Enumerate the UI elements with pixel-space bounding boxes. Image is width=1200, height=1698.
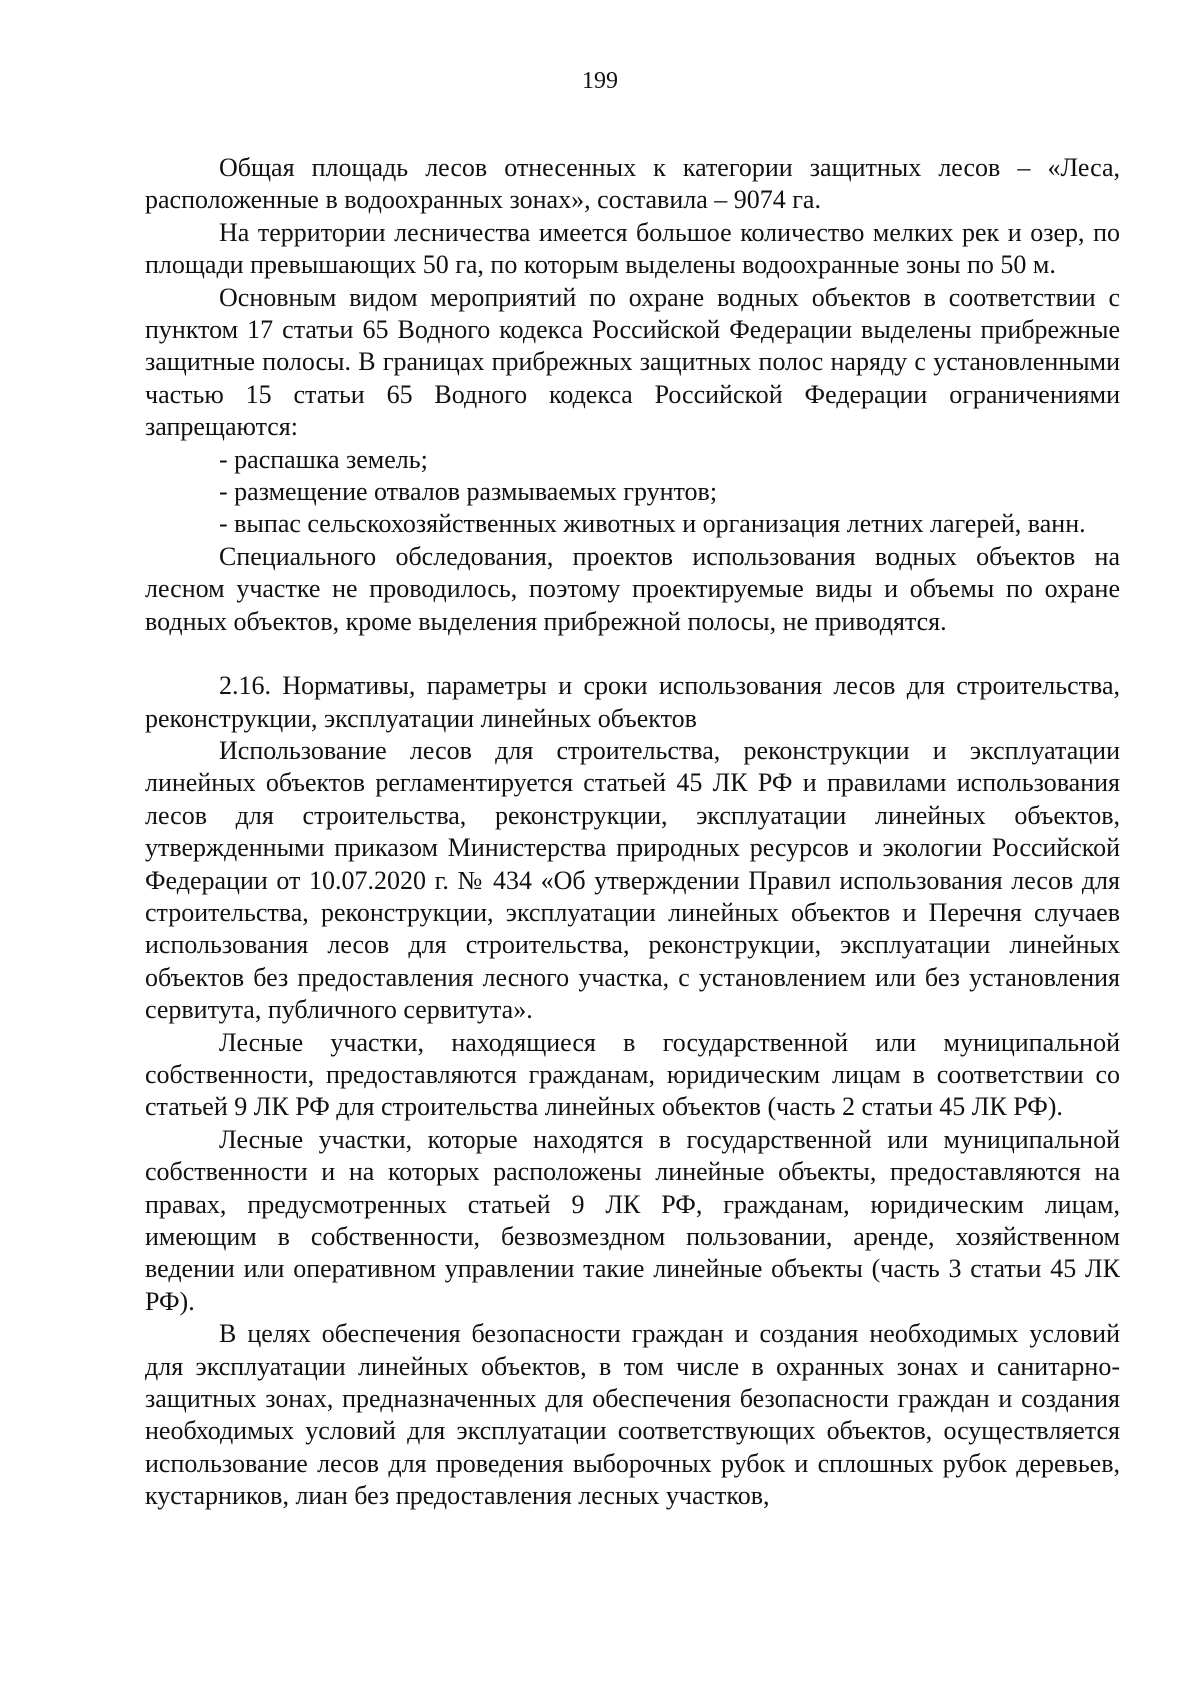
list-item-grazing: - выпас сельскохозяйственных животных и организация летних лагерей, ванн. [219,509,1086,539]
list-item-dumps: - размещение отвалов размываемых грунтов; [219,477,718,507]
list-item-plowing: - распашка земель; [219,444,428,474]
paragraph-rivers-lakes: На территории лесничества имеется большое количество мелких рек и озер, по площади превышающих 50 га, по которым выделены водоохранные зоны по 50 м. [145,217,1120,280]
document-body [145,152,1120,1513]
paragraph-protective-forest-area: Общая площадь лесов отнесенных к категории защитных лесов – «Леса, расположенные в водоохранных зонах», составила – 9074 га. [145,153,1120,215]
paragraph-forest-plots-ownership: Лесные участки, находящиеся в государственной или муниципальной собственности, предоставляются гражданам, юридическим лицам в соответствии со статьей 9 ЛК РФ для строительства линейных объектов (часть 2 статьи 45 ЛК РФ). [145,1027,1120,1122]
paragraph-forest-plots-rights: Лесные участки, которые находятся в государственной или муниципальной собственности и на которых расположены линейные объекты, предоставляются на правах, предусмотренных статьей 9 ЛК РФ, гражданам, юридическим лицам, имеющим в собственности, безвозмездном пользовании, аренде, хозяйственном ведении или оперативном управлении такие линейные объекты (часть 3 статьи 45 ЛК РФ). [145,1124,1120,1316]
paragraph-water-protection-measures: Основным видом мероприятий по охране водных объектов в соответствии с пунктом 17 статьи 65 Водного кодекса Российской Федерации выделены прибрежные защитные полосы. В границах прибрежных защитных полос наряду с установленными частью 15 статьи 65 Водного кодекса Российской Федерации ограничениями запрещаются: [145,282,1120,442]
paragraph-special-survey: Специального обследования, проектов использования водных объектов на лесном участке не проводилось, поэтому проектируемые виды и объемы по охране водных объектов, кроме выделения прибрежной полосы, не приводятся. [145,541,1120,636]
section-spacer [145,638,1120,670]
section-heading-2-16: 2.16. Нормативы, параметры и сроки использования лесов для строительства, реконструкции, эксплуатации линейных объектов [145,671,1120,733]
paragraph-linear-objects-regulation: Использование лесов для строительства, реконструкции и эксплуатации линейных объектов регламентируется статьей 45 ЛК РФ и правилами использования лесов для строительства, реконструкции, эксплуатации линейных объектов, утвержденными приказом Министерства природных ресурсов и экологии Российской Федерации от 10.07.2020 г. № 434 «Об утверждении Правил использования лесов для строительства, реконструкции, эксплуатации линейных объектов и Перечня случаев использования лесов для строительства, реконструкции, эксплуатации линейных объектов без предоставления лесного участка, с установлением или без установления сервитута, публичного сервитута». [145,735,1120,1025]
paragraph-safety-zones: В целях обеспечения безопасности граждан и создания необходимых условий для эксплуатации линейных объектов, в том числе в охранных зонах и санитарно-защитных зонах, предназначенных для обеспечения безопасности граждан и создания необходимых условий для эксплуатации соответствующих объектов, осуществляется использование лесов для проведения выборочных рубок и сплошных рубок деревьев, кустарников, лиан без предоставления лесных участков, [145,1319,1120,1511]
page-number: 199 [582,68,618,94]
